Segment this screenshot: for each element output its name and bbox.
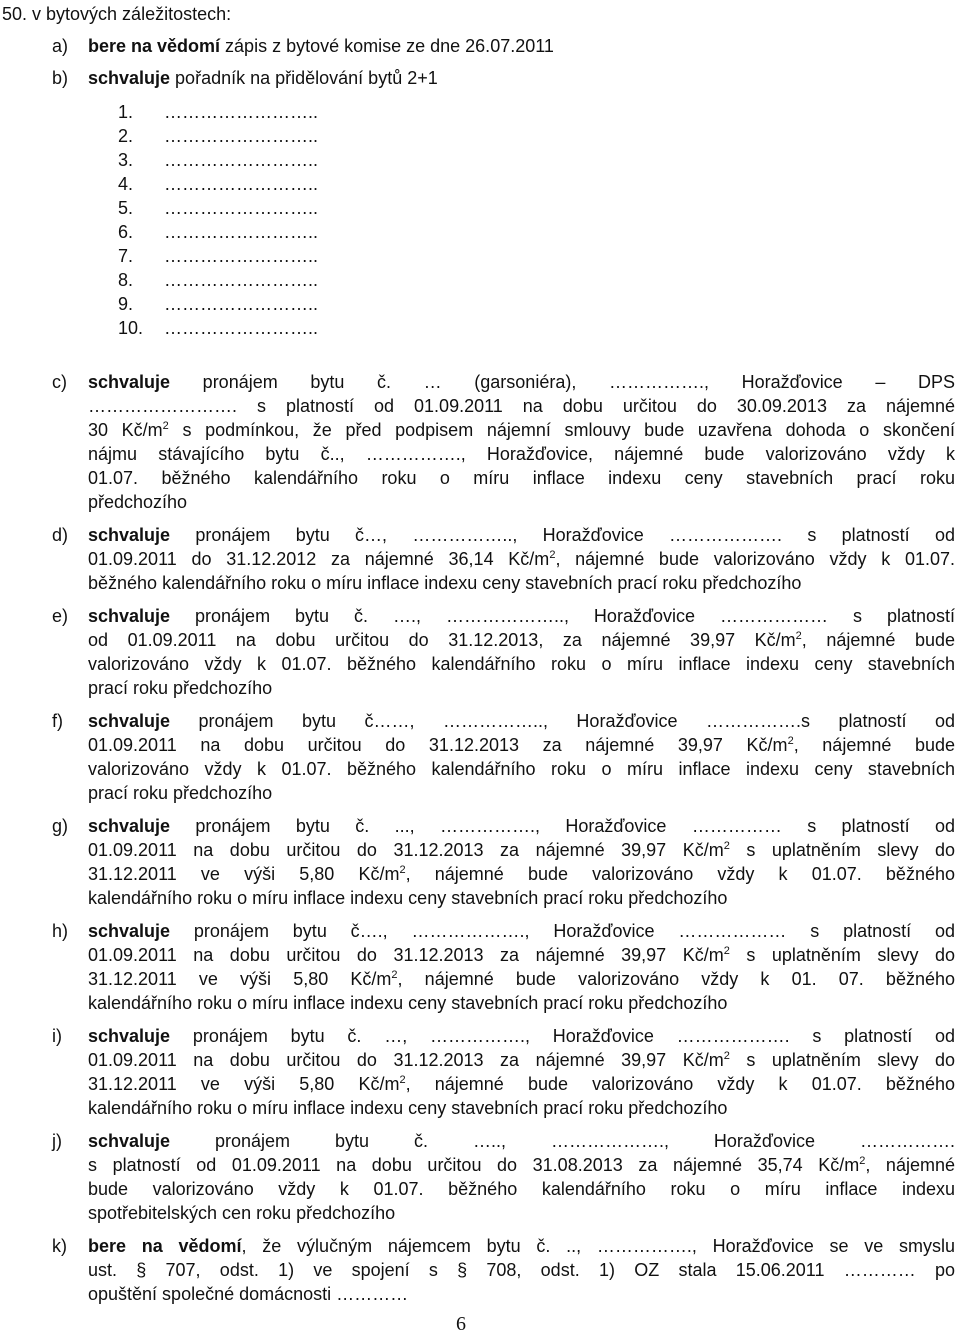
item-e (52, 604, 955, 700)
item-a (52, 34, 955, 58)
item-j (52, 1129, 955, 1225)
item-b (52, 66, 955, 90)
section-heading: 50. v bytových záležitostech: (2, 4, 232, 24)
item-label: c) (52, 372, 67, 392)
item-label: d) (52, 525, 69, 545)
item-d (52, 523, 955, 595)
item-label: j) (52, 1131, 62, 1151)
item-label: g) (52, 816, 69, 836)
item-label: i) (52, 1026, 62, 1046)
item-content: bere na vědomí, že výlučným nájemcem bytu č. .., ……………., Horažďovice se ve smyslu ust. § 707, odst. 1) ve spojení s § 708, odst. 1) OZ stala 15.06.2011 ………… po opuštění společné domácnosti ………… (88, 1236, 955, 1304)
page-number: 6 (456, 1313, 466, 1335)
item-c (52, 370, 955, 514)
resolution-verb: schvaluje (88, 606, 171, 626)
item-label: b) (52, 68, 69, 88)
item-label: k) (52, 1236, 67, 1256)
item-content: schvaluje pronájem bytu č…, …………….., Horažďovice ………………. s platností od 01.09.2011 do 31.12.2012 za nájemné 36,14 $Kč/m^2$, nájemné bude valorizováno vždy k 01.07. běžného kalendářního roku o míru inflace indexu ceny stavebních prací roku předchozího (88, 525, 955, 593)
item-label: h) (52, 921, 69, 941)
item-content: schvaluje pronájem bytu č……, …………….., Horažďovice …………….s platností od 01.09.2011 na dobu určitou do 31.12.2013 za nájemné 39,97 $Kč/m^2$, nájemné bude valorizováno vždy k 01.07. běžného kalendářního roku o míru inflace indexu ceny stavebních prací roku předchozího (88, 711, 955, 803)
item-k (52, 1234, 955, 1306)
resolution-verb: schvaluje (88, 921, 171, 941)
item-content: schvaluje pronájem bytu č. ..., ……………., Horažďovice …………… s platností od 01.09.2011 na dobu určitou do 31.12.2013 za nájemné 39,97 $Kč/m^2$ s uplatněním slevy do 31.12.2011 ve výši 5,80 $Kč/m^2$, nájemné bude valorizováno vždy k 01.07. běžného kalendářního roku o míru inflace indexu ceny stavebních prací roku předchozího (88, 816, 955, 908)
item-label: f) (52, 711, 63, 731)
item-content (88, 66, 955, 90)
item-f (52, 709, 955, 805)
item-g (52, 814, 955, 910)
item-content: schvaluje pronájem bytu č…., ………………., Horažďovice ……………… s platností od 01.09.2011 na dobu určitou do 31.12.2013 za nájemné 39,97 $Kč/m^2$ s uplatněním slevy do 31.12.2011 ve výši 5,80 $Kč/m^2$, nájemné bude valorizováno vždy k 01. 07. běžného kalendářního roku o míru inflace indexu ceny stavebních prací roku předchozího (88, 921, 955, 1013)
document-page: 50. v bytových záležitostech: a) bere na vědomí zápis z bytové komise ze dne 26.07.2011 b) schvaluje pořadník na přidělování bytů 2+1 1. …………………….. 2. …………………….. 3. …………………….. 4. …………………….. 5. …………………….. 6. …………………….. 7. …………………….. 8. …………………….. 9. …………………….. 10. …………………….. c) schvaluje pronájem bytu č. … (garsoniéra), ……………., Horažďovice – DPS ……………………. s platností od 01.09.2011 na dobu určitou do 30.09.2013 za nájemné 30 $Kč/m^2$ s podmínkou, že před podpisem nájemní smlouvy bude uzavřena dohoda o skončení nájmu stávajícího bytu č.., ……………., Horažďovice, nájemné bude valorizováno vždy k 01.07. běžného kalendářního roku o míru inflace indexu ceny stavebních prací roku předchozího d) schvaluje pronájem bytu č…, …………….., Horažďovice ………………. s platností od 01.09.2011 do 31.12.2012 za nájemné 36,14 $Kč/m^2$, nájemné bude valorizováno vždy k 01.07. běžného kalendářního roku o míru inflace indexu ceny stavebních prací roku předchozího e) schvaluje pronájem bytu č. …., ……………….., Horažďovice ……………… s platností od 01.09.2011 na dobu určitou do 31.12.2013, za nájemné 39,97 $Kč/m^2$, nájemné bude valorizováno vždy k 01.07. běžného kalendářního roku o míru inflace indexu ceny stavebních prací roku předchozího f) schvaluje pronájem bytu č……, …………….., Horažďovice …………….s platností od 01.09.2011 na dobu určitou do 31.12.2013 za nájemné 39,97 $Kč/m^2$, nájemné bude valorizováno vždy k 01.07. běžného kalendářního roku o míru inflace indexu ceny stavebních prací roku předchozího g) schvaluje pronájem bytu č. ..., ……………., Horažďovice …………… s platností od 01.09.2011 na dobu určitou do 31.12.2013 za nájemné 39,97 $Kč/m^2$ s uplatněním slevy do 31.12.2011 ve výši 5,80 $Kč/m^2$, nájemné bude valorizováno vždy k 01.07. běžného kalendářního roku o míru inflace indexu ceny stavebních prací roku předchozího h) schvaluje pronájem bytu č…., ………………., Horažďovice ……………… s platností od 01.09.2011 na dobu určitou do 31.12.2013 za nájemné 39,97 $Kč/m^2$ s uplatněním slevy do 31.12.2011 ve výši 5,80 $Kč/m^2$, nájemné bude valorizováno vždy k 01. 07. běžného kalendářního roku o míru inflace indexu ceny stavebních prací roku předchozího i) schvaluje pronájem bytu č. …, ……………., Horažďovice ………………. s platností od 01.09.2011 na dobu určitou do 31.12.2013 za nájemné 39,97 $Kč/m^2$ s uplatněním slevy do 31.12.2011 ve výši 5,80 $Kč/m^2$, nájemné bude valorizováno vždy k 01.07. běžného kalendářního roku o míru inflace indexu ceny stavebních prací roku předchozího j) schvaluje pronájem bytu č. ….., ………………., Horažďovice ……………. s platností od 01.09.2011 na dobu určitou do 31.08.2013 za nájemné 35,74 $Kč/m^2$, nájemné bude valorizováno vždy k 01.07. běžného kalendářního roku o míru inflace indexu spotřebitelských cen roku předchozího k) bere na vědomí, že výlučným nájemcem bytu č. .., ……………., Horažďovice se ve smyslu ust. § 707, odst. 1) ve spojení s § 708, odst. 1) OZ stala 15.06.2011 ………… po opuštění společné domácnosti ………… 6 (2, 4, 956, 1335)
item-i (52, 1024, 955, 1120)
resolution-verb: bere na vědomí (88, 1236, 242, 1256)
item-text: pořadník na přidělování bytů 2+1 (170, 68, 438, 88)
item-content: schvaluje pronájem bytu č. ….., ………………., Horažďovice ……………. s platností od 01.09.2011 na dobu určitou do 31.08.2013 za nájemné 35,74 $Kč/m^2$, nájemné bude valorizováno vždy k 01.07. běžného kalendářního roku o míru inflace indexu spotřebitelských cen roku předchozího (88, 1131, 955, 1223)
item-text: zápis z bytové komise ze dne 26.07.2011 (220, 36, 554, 56)
resolution-verb: schvaluje (88, 372, 171, 392)
resolution-verb: schvaluje (88, 711, 171, 731)
resolution-verb: schvaluje (88, 1131, 171, 1151)
item-content: schvaluje pronájem bytu č. …, ……………., Horažďovice ………………. s platností od 01.09.2011 na dobu určitou do 31.12.2013 za nájemné 39,97 $Kč/m^2$ s uplatněním slevy do 31.12.2011 ve výši 5,80 $Kč/m^2$, nájemné bude valorizováno vždy k 01.07. běžného kalendářního roku o míru inflace indexu ceny stavebních prací roku předchozího (88, 1026, 955, 1118)
resolution-verb: schvaluje (88, 68, 171, 88)
item-label: a) (52, 36, 69, 56)
item-h (52, 919, 955, 1015)
resolution-verb: bere na vědomí (88, 36, 221, 56)
resolution-verb: schvaluje (88, 1026, 171, 1046)
item-label: e) (52, 606, 69, 626)
item-content: schvaluje pronájem bytu č. … (garsoniéra), ……………., Horažďovice – DPS ……………………. s platností od 01.09.2011 na dobu určitou do 30.09.2013 za nájemné 30 $Kč/m^2$ s podmínkou, že před podpisem nájemní smlouvy bude uzavřena dohoda o skončení nájmu stávajícího bytu č.., ……………., Horažďovice, nájemné bude valorizováno vždy k 01.07. běžného kalendářního roku o míru inflace indexu ceny stavebních prací roku předchozího (88, 372, 955, 512)
item-content: schvaluje pronájem bytu č. …., ……………….., Horažďovice ……………… s platností od 01.09.2011 na dobu určitou do 31.12.2013, za nájemné 39,97 $Kč/m^2$, nájemné bude valorizováno vždy k 01.07. běžného kalendářního roku o míru inflace indexu ceny stavebních prací roku předchozího (88, 606, 956, 698)
resolution-verb: schvaluje (88, 525, 171, 545)
item-content (88, 34, 955, 58)
resolution-verb: schvaluje (88, 816, 171, 836)
